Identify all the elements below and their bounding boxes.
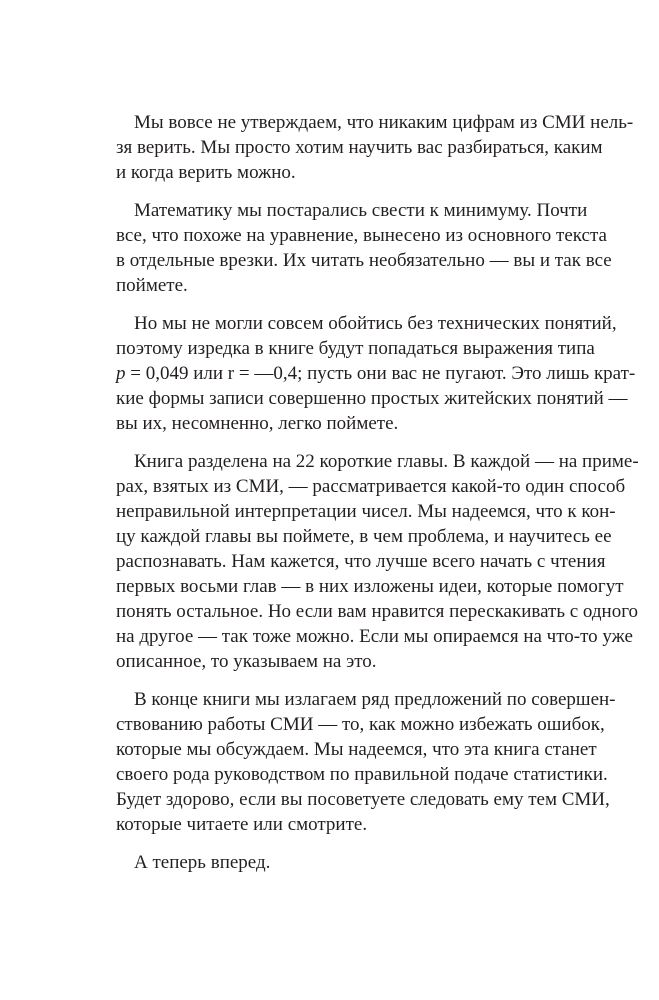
paragraph-4-line-6: первых восьми глав — в них изложены идеи, которые помогут [116, 576, 624, 597]
paragraph-4-line-3: неправильной интерпретации чисел. Мы надеемся, что к кон- [116, 501, 616, 522]
paragraph-5-line-3: которые мы обсуждаем. Мы надеемся, что эта книга станет [116, 739, 597, 760]
paragraph-5-line-2: ствованию работы СМИ — то, как можно избежать ошибок, [116, 714, 605, 735]
paragraph-1-line-3: и когда верить можно. [116, 162, 296, 183]
paragraph-1-line-2: зя верить. Мы просто хотим научить вас разбираться, каким [116, 137, 603, 158]
paragraph-3-line-4: кие формы записи совершенно простых житейских понятий — [116, 388, 628, 409]
paragraph-6-line-1: А теперь вперед. [134, 852, 271, 873]
paragraph-3-line-5: вы их, несомненно, легко поймете. [116, 413, 399, 434]
paragraph-1-line-1: Мы вовсе не утверждаем, что никаким цифрам из СМИ нель- [134, 112, 634, 133]
paragraph-3-line-3 [116, 361, 636, 386]
paragraph-4-line-9: описанное, то указываем на это. [116, 651, 377, 672]
paragraph-2-line-4: поймете. [116, 275, 188, 296]
paragraph-2-line-1: Математику мы постарались свести к минимуму. Почти [134, 200, 588, 221]
paragraph-3-line-2: поэтому изредка в книге будут попадаться выражения типа [116, 338, 595, 359]
paragraph-4-line-5: распознавать. Нам кажется, что лучше всего начать с чтения [116, 551, 606, 572]
p-value-symbol: p [116, 363, 126, 384]
paragraph-4-line-8: на другое — так тоже можно. Если мы опираемся на что-то уже [116, 626, 633, 647]
paragraph-5-line-6: которые читаете или смотрите. [116, 814, 368, 835]
paragraph-4-line-1: Книга разделена на 22 короткие главы. В каждой — на приме- [134, 451, 639, 472]
paragraph-3-line-3-text: = 0,049 или r = —0,4; пусть они вас не пугают. Это лишь крат- [130, 363, 636, 384]
paragraph-2-line-3: в отдельные врезки. Их читать необязательно — вы и так все [116, 250, 612, 271]
paragraph-5-line-1: В конце книги мы излагаем ряд предложений по совершен- [134, 689, 616, 710]
paragraph-4-line-7: понять остальное. Но если вам нравится перескакивать с одного [116, 601, 639, 622]
paragraph-4-line-2: рах, взятых из СМИ, — рассматривается какой-то один способ [116, 476, 626, 497]
body-text [116, 110, 639, 875]
paragraph-2-line-2: все, что похоже на уравнение, вынесено из основного текста [116, 225, 607, 246]
paragraph-5-line-4: своего рода руководством по правильной подаче статистики. [116, 764, 608, 785]
paragraph-5-line-5: Будет здорово, если вы посоветуете следовать ему тем СМИ, [116, 789, 610, 810]
paragraph-3-line-1: Но мы не могли совсем обойтись без технических понятий, [134, 313, 617, 334]
paragraph-4-line-4: цу каждой главы вы поймете, в чем проблема, и научитесь ее [116, 526, 612, 547]
